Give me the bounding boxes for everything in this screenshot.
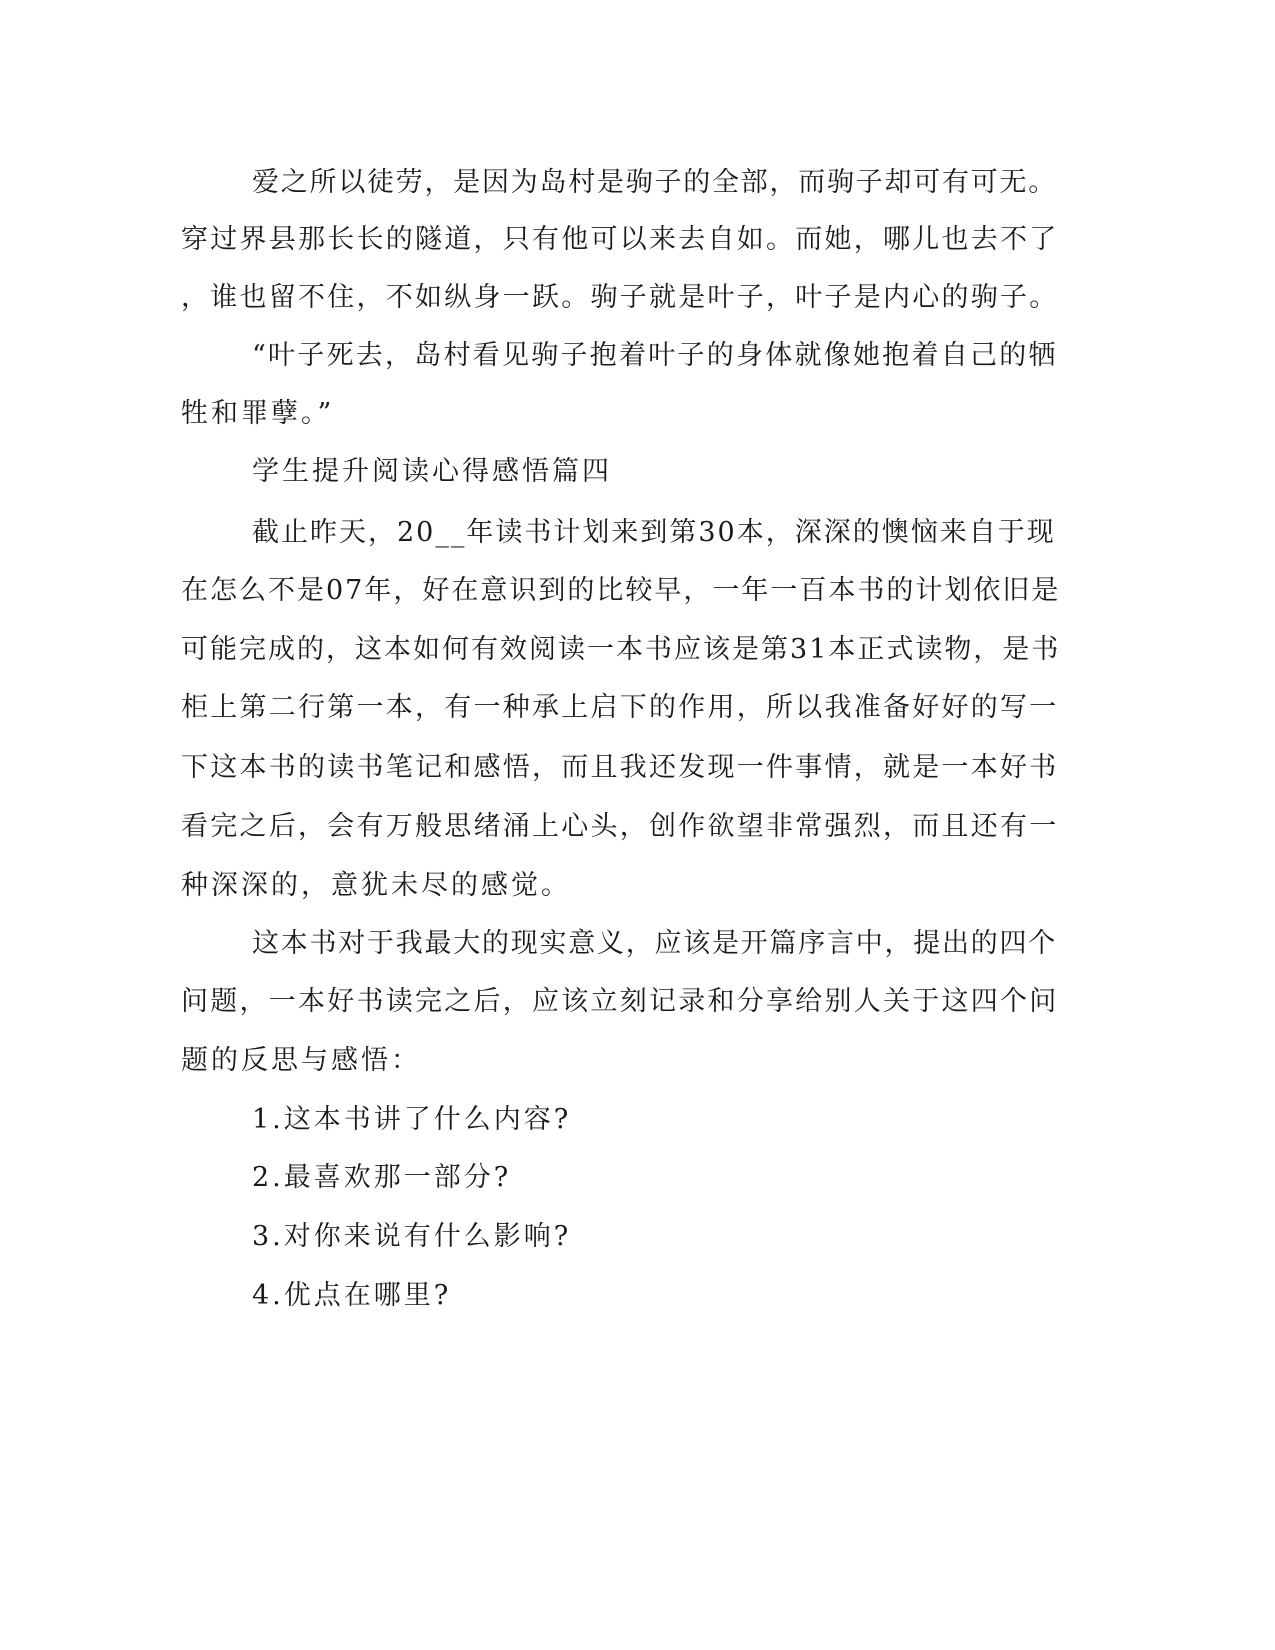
list-item: 4.优点在哪里? xyxy=(252,1280,452,1311)
list-item: 2.最喜欢那一部分? xyxy=(252,1162,512,1193)
paragraph-line: 牲和罪孽。” xyxy=(181,398,335,429)
paragraph-line: 看完之后，会有万般思绪涌上心头，创作欲望非常强烈，而且还有一 xyxy=(181,811,1059,842)
paragraph-line: 在怎么不是07年，好在意识到的比较早，一年一百本书的计划依旧是 xyxy=(181,575,1061,606)
list-item: 3.对你来说有什么影响? xyxy=(252,1221,572,1252)
paragraph-line: 问题，一本好书读完之后，应该立刻记录和分享给别人关于这四个问 xyxy=(181,986,1059,1017)
paragraph-line: 柜上第二行第一本，有一种承上启下的作用，所以我准备好好的写一 xyxy=(181,692,1059,723)
paragraph-line: 截止昨天，20__年读书计划来到第30本，深深的懊恼来自于现 xyxy=(252,517,1056,548)
paragraph-line: 这本书对于我最大的现实意义，应该是开篇序言中，提出的四个 xyxy=(252,928,1057,959)
paragraph-line: “叶子死去，岛村看见驹子抱着叶子的身体就像她抱着自己的牺 xyxy=(252,340,1058,371)
paragraph-line: 可能完成的，这本如何有效阅读一本书应该是第31本正式读物，是书 xyxy=(181,634,1061,665)
section-heading: 学生提升阅读心得感悟篇四 xyxy=(252,456,612,487)
paragraph-line: 题的反思与感悟： xyxy=(181,1045,421,1076)
paragraph-line: ，谁也留不住，不如纵身一跃。驹子就是叶子，叶子是内心的驹子。 xyxy=(181,282,1059,313)
paragraph-line: 下这本书的读书笔记和感悟，而且我还发现一件事情，就是一本好书 xyxy=(181,752,1059,783)
paragraph-line: 穿过界县那长长的隧道，只有他可以来去自如。而她，哪儿也去不了 xyxy=(181,224,1059,255)
list-item: 1.这本书讲了什么内容? xyxy=(252,1104,572,1135)
paragraph-line: 种深深的，意犹未尽的感觉。 xyxy=(181,870,571,901)
paragraph-line: 爱之所以徒劳，是因为岛村是驹子的全部，而驹子却可有可无。 xyxy=(252,167,1057,198)
